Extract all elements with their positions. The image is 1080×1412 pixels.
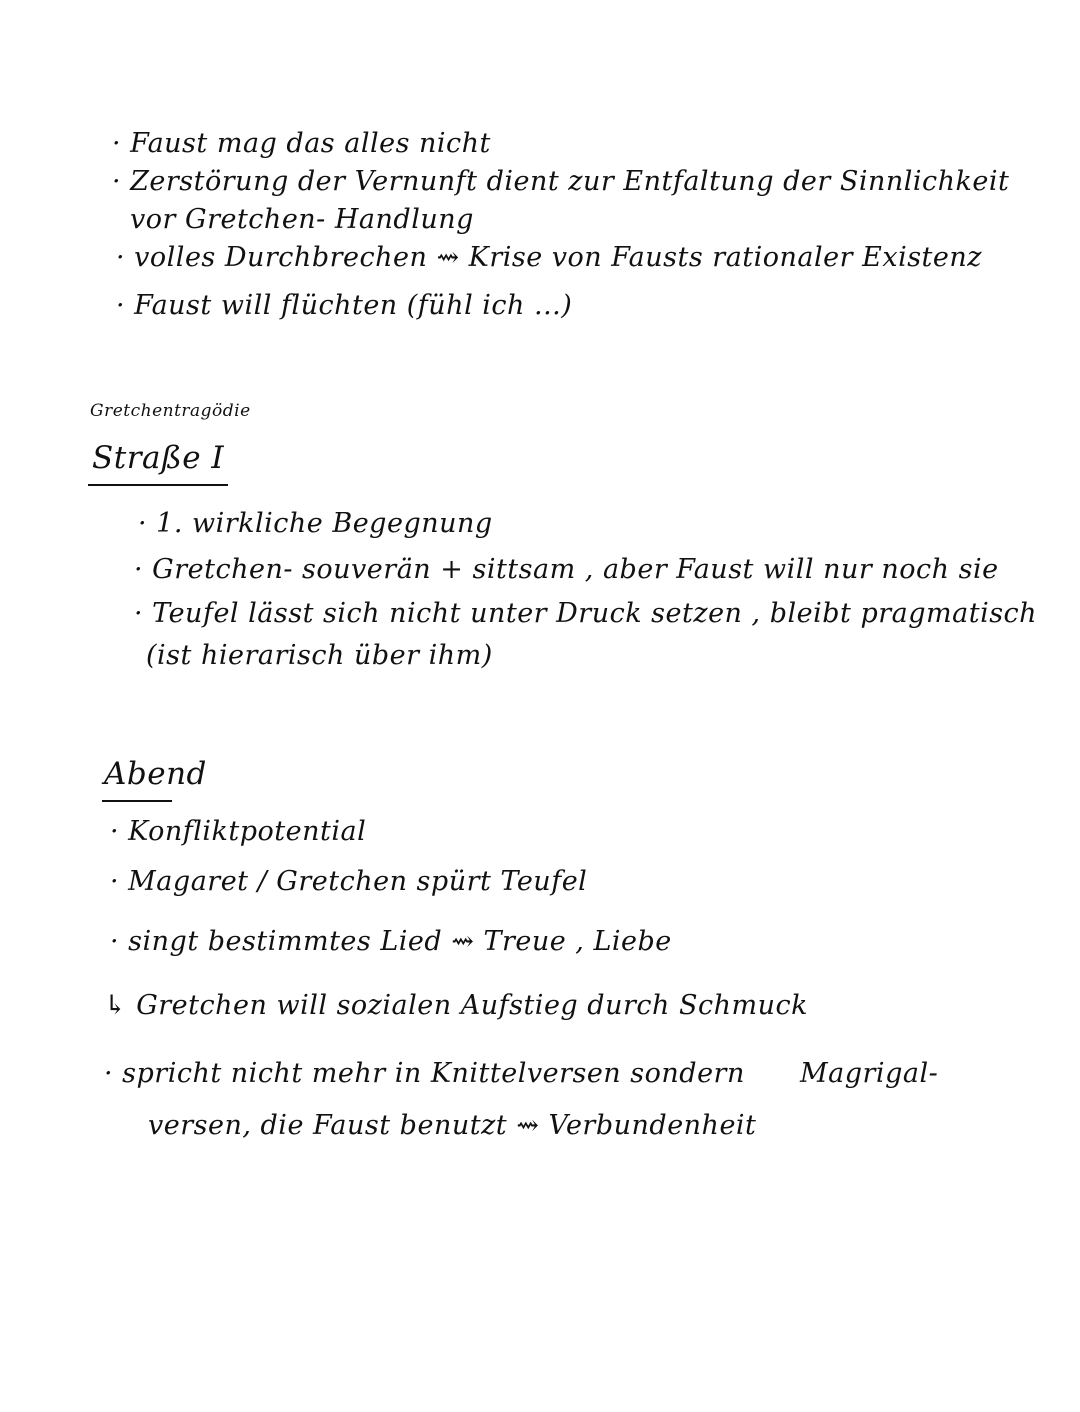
note-line: · Konfliktpotential [110,816,367,847]
note-line: · Teufel lässt sich nicht unter Druck setzen , bleibt pragmatisch [134,598,1038,629]
note-line: · Magaret / Gretchen spürt Teufel [110,866,588,897]
note-line: · 1. wirkliche Begegnung [138,508,493,539]
note-line: · volles Durchbrechen ⇝ Krise von Fausts rationaler Existenz [116,242,982,273]
section-heading-abend: Abend [104,756,207,792]
note-line: · singt bestimmtes Lied ⇝ Treue , Liebe [110,926,672,957]
heading-underline [102,800,172,802]
note-line: versen, die Faust benutzt ⇝ Verbundenheit [148,1110,757,1141]
note-line: · Gretchen- souverän + sittsam , aber Faust will nur noch sie [134,554,999,585]
section-note: Gretchentragödie [90,401,251,421]
note-line: vor Gretchen- Handlung [130,204,474,235]
note-line: (ist hierarisch über ihm) [146,640,493,671]
note-line: Magrigal- [800,1058,939,1089]
section-heading-strasse: Straße I [92,440,225,476]
note-line: · Zerstörung der Vernunft dient zur Entfaltung der Sinnlichkeit [112,166,1010,197]
note-line: · Faust will flüchten (fühl ich ...) [116,290,573,321]
heading-underline [88,484,228,486]
note-line: · Faust mag das alles nicht [112,128,491,159]
note-line: · spricht nicht mehr in Knittelversen sondern [104,1058,745,1089]
note-line: ↳ Gretchen will sozialen Aufstieg durch Schmuck [104,990,808,1021]
